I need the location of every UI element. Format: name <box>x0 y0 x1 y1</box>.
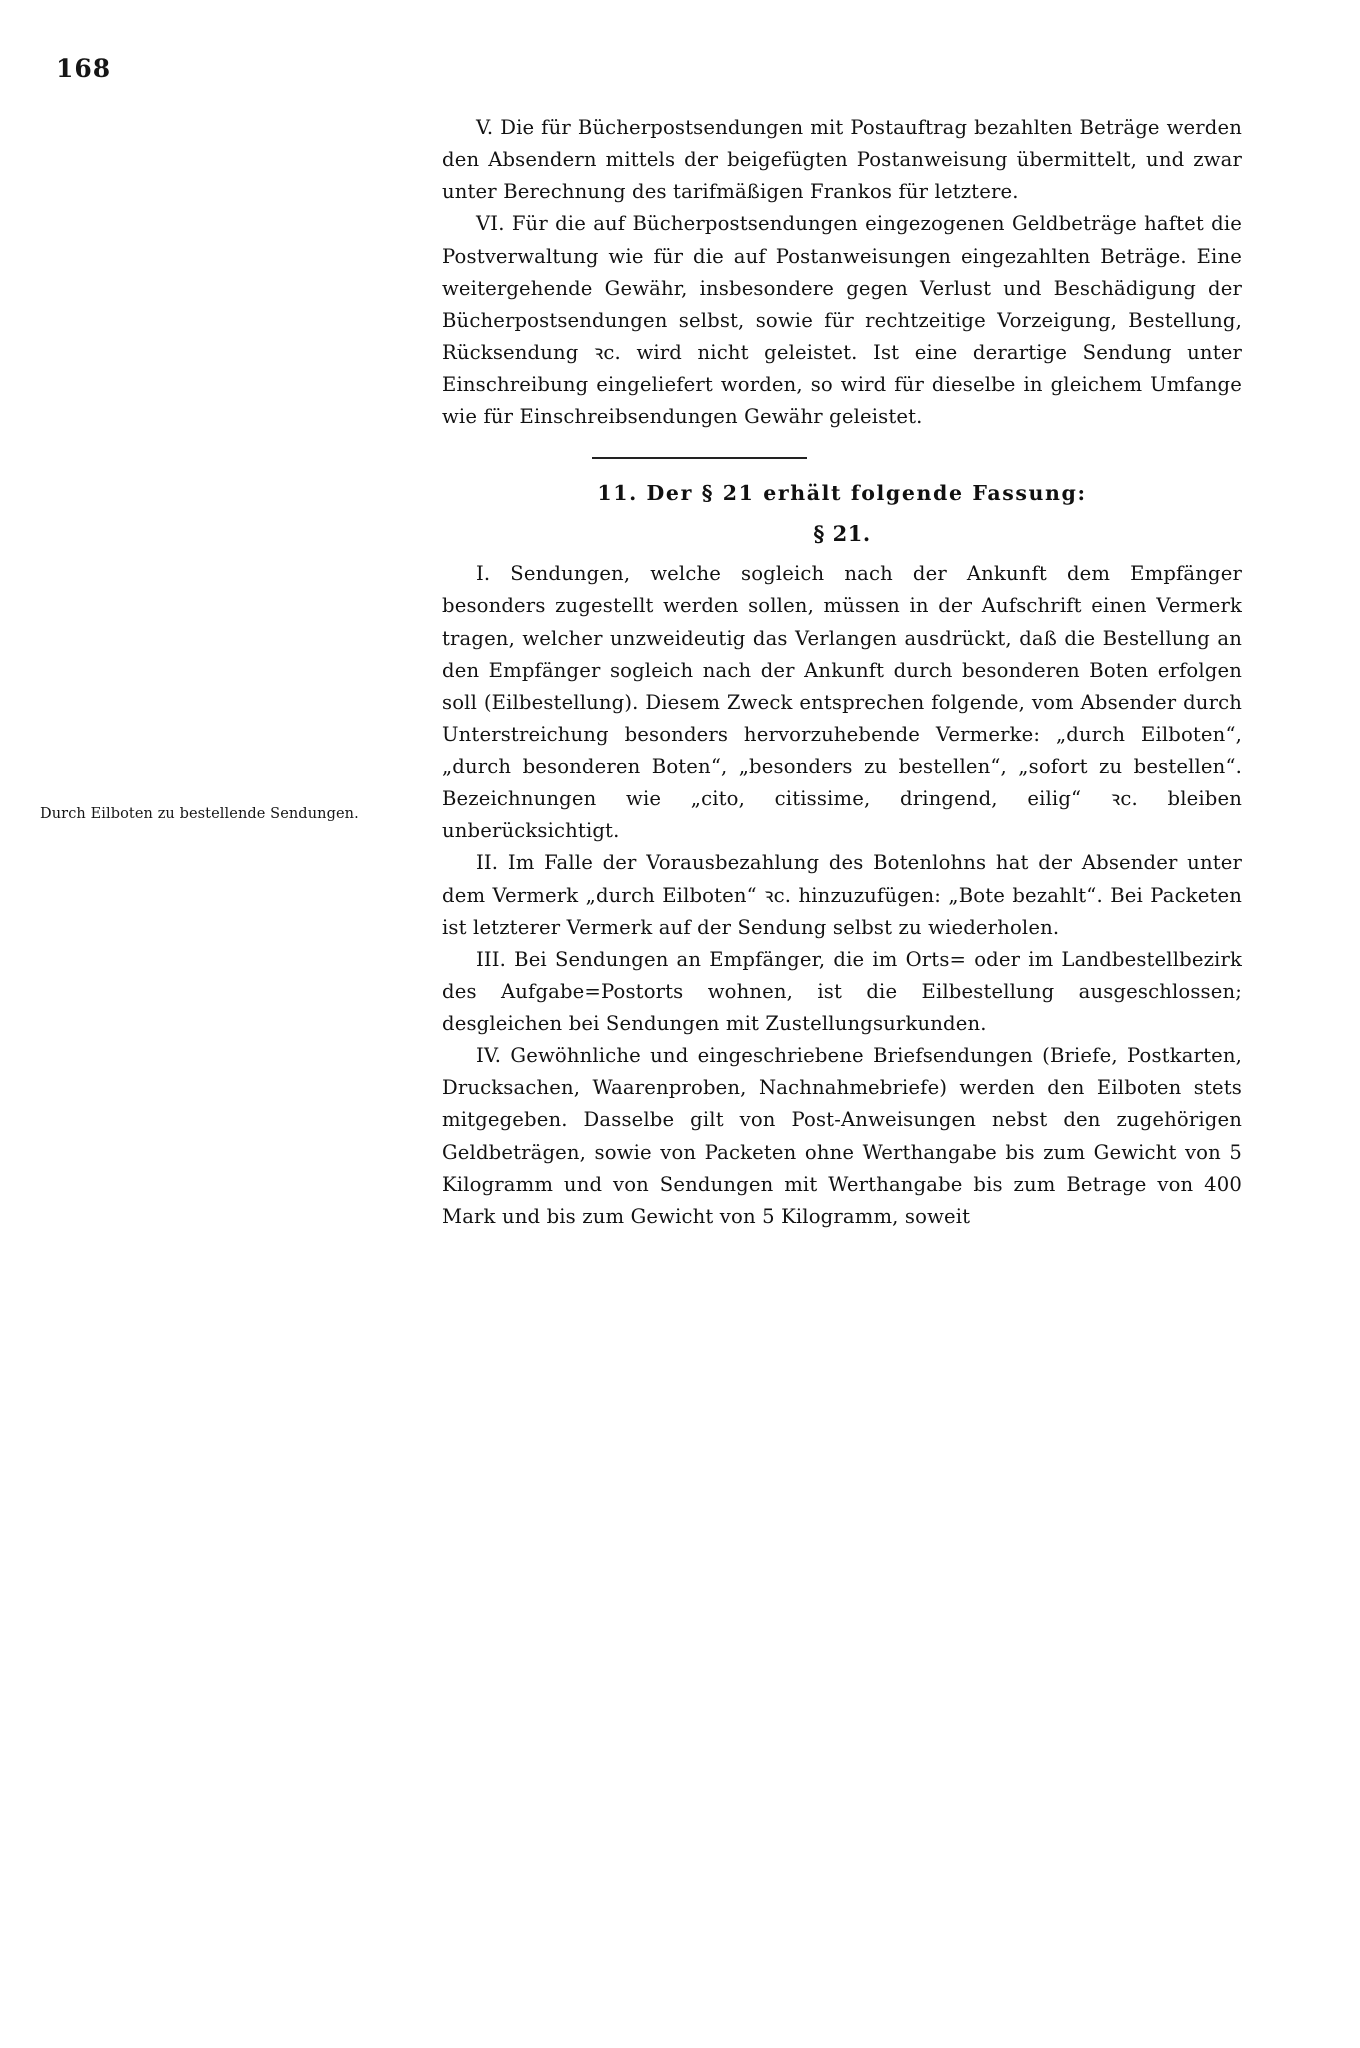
section-heading: 11. Der § 21 erhält folgende Fassung: <box>597 481 1087 506</box>
paragraph-iv-text: IV. Gewöhnliche und eingeschriebene Briefsendungen (Briefe, Postkarten, Drucksachen, Waarenproben, Nachnahmebriefe) werden den Eilboten stets mitgegeben. Dasselbe gilt von Post-Anweisungen nebst den zugehörigen Geldbeträgen, sowie von Packeten ohne Werthangabe bis zum Gewicht von 5 Kilogramm und von Sendungen mit Werthangabe bis zum Betrage von 400 Mark und bis zum Gewicht von 5 Kilogramm, soweit <box>442 1044 1242 1228</box>
paragraph-iii-text: III. Bei Sendungen an Empfänger, die im Orts= oder im Landbestellbezirk des Aufgabe=Postorts wohnen, ist die Eilbestellung ausgeschlossen; desgleichen bei Sendungen mit Zustellungsurkunden. <box>442 947 1242 1035</box>
paragraph-i-text: I. Sendungen, welche sogleich nach der Ankunft dem Empfänger besonders zugestellt werden sollen, müssen in der Aufschrift einen Vermerk tragen, welcher unzweideutig das Verlangen ausdrückt, daß die Bestellung an den Empfänger sogleich nach der Ankunft durch besonderen Boten erfolgen soll (Eilbestellung). Diesem Zweck entsprechen folgende, vom Absender durch Unterstreichung besonders hervorzuhebende Vermerke: „durch Eilboten“, „durch besonderen Boten“, „besonders zu bestellen“, „sofort zu bestellen“. Bezeichnungen wie „cito, citissime, dringend, eilig“ ꝛc. bleiben unberücksichtigt. <box>442 562 1242 843</box>
main-text-column <box>442 112 1242 1233</box>
paragraph-i <box>442 558 1242 847</box>
horizontal-rule <box>592 457 807 459</box>
paragraph-ii <box>442 847 1242 943</box>
paragraph-v <box>442 112 1242 208</box>
paragraph-iv <box>442 1040 1242 1233</box>
paragraph-ii-text: II. Im Falle der Vorausbezahlung des Botenlohns hat der Absender unter dem Vermerk „durch Eilboten“ ꝛc. hinzuzufügen: „Bote bezahlt“. Bei Packeten ist letzterer Vermerk auf der Sendung selbst zu wiederholen. <box>442 851 1242 939</box>
marginal-note: Durch Eilboten zu bestellende Sendungen. <box>40 806 359 822</box>
section-divider-wrap <box>442 457 1242 459</box>
section-number: § 21. <box>813 521 871 547</box>
page-number: 168 <box>56 54 112 83</box>
paragraph-v-text: V. Die für Bücherpostsendungen mit Postauftrag bezahlten Beträge werden den Absendern mittels der beigefügten Postanweisung übermittelt, und zwar unter Berechnung des tarifmäßigen Frankos für letztere. <box>442 116 1242 204</box>
paragraph-iii <box>442 944 1242 1040</box>
paragraph-vi <box>442 208 1242 433</box>
paragraph-vi-text: VI. Für die auf Bücherpostsendungen eingezogenen Geldbeträge haftet die Postverwaltung wie für die auf Postanweisungen eingezahlten Beträge. Eine weitergehende Gewähr, insbesondere gegen Verlust und Beschädigung der Bücherpostsendungen selbst, sowie für rechtzeitige Vorzeigung, Bestellung, Rücksendung ꝛc. wird nicht geleistet. Ist eine derartige Sendung unter Einschreibung eingeliefert worden, so wird für dieselbe in gleichem Umfange wie für Einschreibsendungen Gewähr geleistet. <box>442 212 1242 429</box>
